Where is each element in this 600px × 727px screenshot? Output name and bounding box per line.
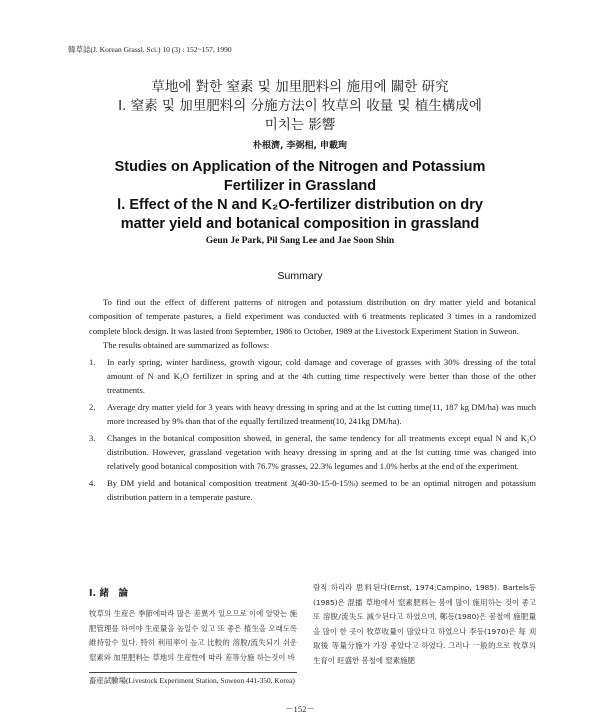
result-item-number: 2. <box>89 401 96 412</box>
result-item <box>89 476 536 505</box>
summary-heading: Summary <box>277 270 323 282</box>
summary-body <box>89 295 536 505</box>
korean-authors: 朴根濟, 李弼相, 申載珣 <box>252 141 348 151</box>
english-title-line-4: matter yield and botanical composition in grassland <box>120 216 480 232</box>
result-item <box>89 355 536 398</box>
journal-citation: 韓草誌(J. Korean Grassl. Sci.) 10 (3) : 152~157, 1990 <box>68 45 232 54</box>
korean-title-line-1: 草地에 對한 窒素 및 加里肥料의 施用에 關한 研究 <box>151 79 449 95</box>
korean-title-line-2: Ⅰ. 窒素 및 加里肥料의 分施方法이 牧草의 收量 및 植生構成에 <box>118 98 482 114</box>
result-item-number: 3. <box>89 432 96 443</box>
result-item <box>89 431 536 474</box>
korean-title-line-3: 미치는 影響 <box>264 117 336 133</box>
results-intro: The results obtained are summarized as follows: <box>103 340 270 351</box>
introduction-left-column: 牧草의 生産은 季節에따라 많은 差異가 있으므로 이에 알맞는 施肥管理를 하여야 生産量을 높일수 있고 또 좋은 植生을 오래도록 維持할수 있다. 特히 利用率이 높고 比較的 溶脫/流失되기 쉬운 窒素와 加里肥料는 草地의 生産性에 따라 差等分施 하는것이 바 <box>89 609 297 662</box>
english-title-line-1: Studies on Application of the Nitrogen and Potassium <box>114 159 486 175</box>
introduction-right-column: 람직 하리라 思料된다(Ernst, 1974;Campino, 1985). Bartels등(1985)은 混播 草地에서 窒素肥料는 봄에 많이 施用하는 것이 좋고 또 溶脫/流失도 減少된다고 하였으며, 鄭등(1980)은 봄철에 施肥量을 많이 한 곳이 牧草收量이 많았다고 하였으나 李등(1970)은 每 刈取後 等量分施가 가장 좋았다고 하였다. 그러나 一般的으로 牧草의 生育이 旺盛한 봄철에 窒素施肥 <box>313 583 536 665</box>
english-authors: Geun Je Park, Pil Sang Lee and Jae Soon Shin <box>205 236 395 246</box>
result-item-text: Changes in the botanical composition showed, in general, the same tendency for all treatments except equal N and K₂O distribution. However, grassland vegetation with heavy dressing in spring and at the lst cutting time was changed into relatively good botanical composition with 76.7% grasses, 22.3% legumes and 1.0% herbs at the end of the experiment. <box>107 432 536 472</box>
result-item <box>89 400 536 429</box>
result-item-text: In early spring, winter hardiness, growth vigour, cold damage and coverage of grasses with 30% dressing of the total amount of N and K₂O fertilizer in spring and at the 4th cutting time respectively were better than those of the other treatments. <box>107 356 536 396</box>
english-title-line-3: Ⅰ. Effect of the N and K₂O-fertilizer distribution on dry <box>117 197 483 213</box>
footnote-divider <box>89 672 297 673</box>
affiliation-footnote: 畜産試驗場(Livestock Experiment Station, Suweon 441-350, Korea) <box>89 676 295 685</box>
result-item-number: 1. <box>89 356 96 367</box>
result-item-number: 4. <box>89 477 96 488</box>
english-title-line-2: Fertilizer in Grassland <box>223 178 377 194</box>
summary-paragraph: To find out the effect of different patterns of nitrogen and potassium distribution on dry matter yield and botanical composition of temperate pastures, a field experiment was conducted with 6 treatments replicated 3 times in a randomized complete block design. It was lasted from September, 1986 to October, 1989 at the Livestock Experiment Station in Suweon. <box>89 297 536 336</box>
introduction-heading: Ⅰ. 緒 論 <box>89 588 128 599</box>
result-item-text: By DM yield and botanical composition treatment 3(40-30-15-0-15%) seemed to be an optimal nitrogen and potassium distribution pattern in a temperate pasture. <box>107 477 536 503</box>
result-item-text: Average dry matter yield for 3 years with heavy dressing in spring and at the lst cutting time(11, 187 kg DM/ha) was much more increased by 9% than that of the equally fertilized treatment(10, 241kg DM/ha). <box>107 401 536 427</box>
page-number: －152－ <box>284 704 316 714</box>
